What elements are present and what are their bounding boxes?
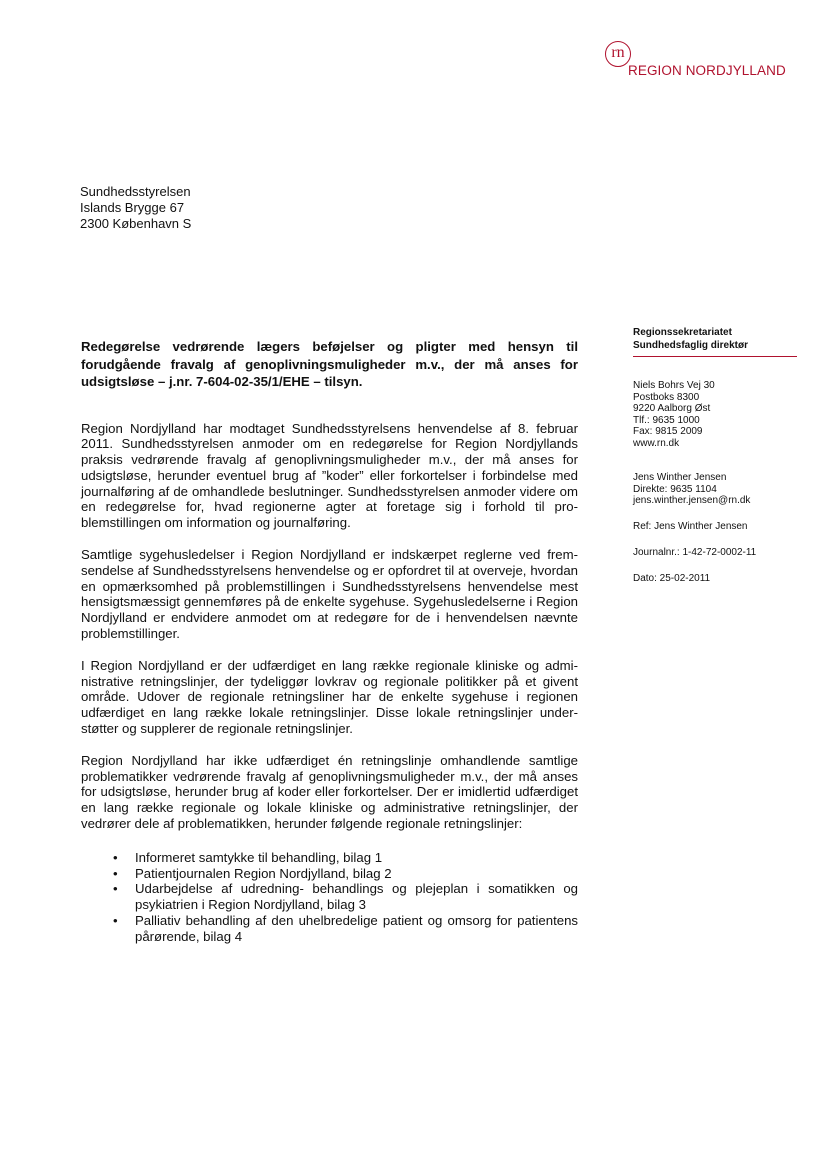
sender-title: Sundhedsfaglig direktør	[633, 340, 749, 351]
recipient-street: Islands Brygge 67	[80, 200, 185, 215]
logo-mark: rn	[605, 41, 631, 67]
address-line: Niels Bohrs Vej 30	[633, 380, 715, 391]
letter-date: Dato: 25-02-2011	[633, 572, 711, 584]
phone-line: Tlf.: 9635 1000	[633, 414, 700, 426]
website-link[interactable]: www.rn.dk	[633, 437, 680, 449]
guideline-list	[81, 850, 578, 945]
paragraph: Region Nordjylland har ikke udfærdiget én retningslinje omhandlende samtlige problematikker vedrørende fravalg af genoplivningsmuligheder m.v., der må anses for udsigtsløse, herunder brug af koder eller forkortelser. Der er imidlertid udfærdiget en lang række regionale og lokale kliniske og administrative retningslinjer, der vedrører dele af problematikken, herunder følgende regionale retningslinjer:	[81, 752, 578, 832]
list-item: • Informeret samtykke til behandling, bilag 1	[81, 850, 578, 866]
address-line: Postboks 8300	[633, 391, 700, 403]
list-item: • Palliativ behandling af den uhelbredelige patient og omsorg for patientens pårørende, bilag 4	[81, 913, 578, 945]
sidebar-divider	[633, 356, 797, 357]
list-item: • Patientjournalen Region Nordjylland, bilag 2	[81, 866, 578, 882]
contact-direct-phone: Direkte: 9635 1104	[633, 483, 717, 495]
recipient-name: Sundhedsstyrelsen	[80, 184, 191, 199]
journal-number: Journalnr.: 1-42-72-0002-11	[633, 546, 757, 558]
sender-address	[633, 380, 798, 449]
region-logo	[605, 41, 805, 81]
list-item: • Udarbejdelse af udredning- behandlings og plejeplan i somatikken og psykiatrien i Region Nordjylland, bilag 3	[81, 881, 578, 913]
recipient-address	[80, 184, 191, 232]
letter-body	[81, 338, 578, 945]
paragraph: Samtlige sygehusledelser i Region Nordjylland er indskærpet reglerne ved fremsendelse af Sundhedsstyrelsens henvendelse og er opfordret til at overveje, hvordan en opmærksomhed på problemstillingen i Sundhedsstyrelsens henvendelse mest hensigtsmæssigt gennemføres på de enkelte sygehuse. Sygehusledelserne i Region Nordjylland er endvidere anmodet om at redegøre for de i henvendelsen nævnte problemstillinger.	[81, 547, 578, 642]
sender-department: Regionssekretariatet	[633, 327, 732, 338]
paragraph: I Region Nordjylland er der udfærdiget en lang række regionale kliniske og administrative retningslinjer, der tydeliggør lovkrav og regionale politikker på et givent område. Udover de regionale retningsliner har de enkelte sygehuse i regionen udfærdiget en lang række lokale retningslinjer. Disse lokale retningslinjer understøtter og supplerer de regionale retningslinjer.	[81, 657, 578, 737]
contact-email[interactable]: jens.winther.jensen@rn.dk	[633, 495, 751, 506]
logo-name: REGION NORDJYLLAND	[628, 63, 786, 78]
fax-line: Fax: 9815 2009	[633, 426, 703, 437]
sender-contact	[633, 472, 798, 507]
letter-subject: Redegørelse vedrørende lægers beføjelser og pligter med hensyn til forudgående fravalg af genoplivningsmuligheder m.v., der må anses for udsigtsløse – j.nr. 7-604-02-35/1/EHE – tilsyn.	[81, 339, 578, 389]
recipient-city: 2300 København S	[80, 216, 192, 231]
sender-sidebar	[633, 326, 798, 585]
reference: Ref: Jens Winther Jensen	[633, 520, 748, 532]
address-line: 9220 Aalborg Øst	[633, 403, 711, 414]
paragraph: Region Nordjylland har modtaget Sundhedsstyrelsens henvendelse af 8. februar 2011. Sundhedsstyrelsen anmoder om en redegørelse for Region Nordjyllands praksis vedrørende fravalg af genoplivningsmuligheder m.v., der må anses for udsigtsløse, herunder eventuel brug af ”koder” eller forkortelser i forbindelse med journalføring af de omhandlede beslutninger. Sundhedsstyrelsen anmoder videre om en redegørelse for, hvad regionerne agter at foretage sig i forhold til problemstillingen om information og journalføring.	[81, 420, 578, 531]
contact-name: Jens Winther Jensen	[633, 472, 727, 483]
